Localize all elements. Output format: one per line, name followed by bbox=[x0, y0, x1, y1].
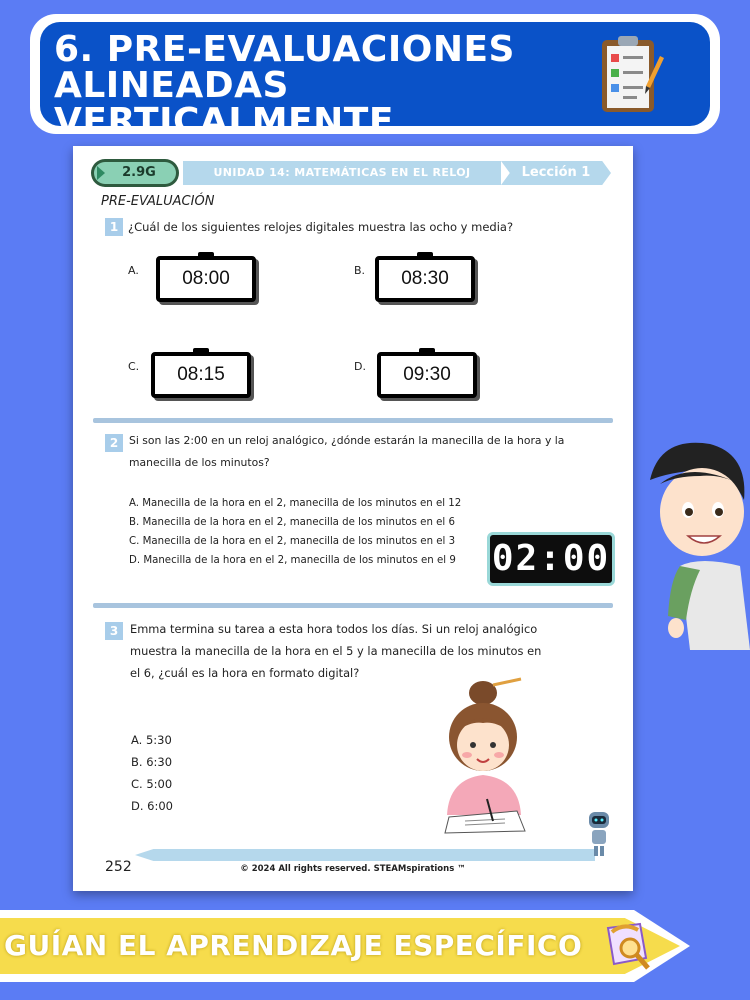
clipboard-checklist-icon bbox=[600, 34, 664, 116]
question-2-number: 2 bbox=[105, 434, 123, 452]
unit-title: UNIDAD 14: MATEMÁTICAS EN EL RELOJ bbox=[213, 166, 471, 179]
badge-arrow-icon bbox=[97, 166, 105, 180]
robot-icon bbox=[584, 808, 614, 858]
q3-option-c[interactable]: C. 5:00 bbox=[131, 777, 173, 791]
question-2-text-line-2: manecilla de los minutos? bbox=[129, 456, 270, 469]
lesson-label: Lección 1 bbox=[521, 165, 591, 180]
q2-option-c[interactable]: C. Manecilla de la hora en el 2, manecilla de los minutos en el 3 bbox=[129, 536, 456, 547]
q3-option-d[interactable]: D. 6:00 bbox=[131, 799, 173, 813]
q2-option-b[interactable]: B. Manecilla de la hora en el 2, manecilla de los minutos en el 6 bbox=[129, 517, 455, 528]
girl-writing-illustration bbox=[435, 675, 535, 835]
q1-option-a-letter: A. bbox=[128, 264, 139, 277]
title-line-1: 6. PRE-EVALUACIONES bbox=[54, 29, 515, 70]
section-divider bbox=[93, 603, 613, 608]
clock-time: 08:30 bbox=[401, 268, 449, 289]
footer-slogan: GUÍAN EL APRENDIZAJE ESPECÍFICO bbox=[4, 929, 583, 962]
question-1-number: 1 bbox=[105, 218, 123, 236]
q1-option-a-clock[interactable] bbox=[156, 256, 256, 302]
standard-badge bbox=[91, 159, 179, 187]
trophy-search-icon bbox=[600, 918, 654, 974]
q1-option-b-clock[interactable] bbox=[375, 256, 475, 302]
page-title bbox=[54, 29, 594, 142]
title-line-2: ALINEADAS VERTICALMENTE bbox=[54, 65, 394, 142]
q2-option-a[interactable]: A. Manecilla de la hora en el 2, manecilla de los minutos en el 12 bbox=[129, 498, 462, 509]
section-title: PRE-EVALUACIÓN bbox=[101, 194, 215, 209]
question-3-text-line-3: el 6, ¿cuál es la hora en formato digital? bbox=[130, 666, 360, 680]
standard-badge-label: 2.9G bbox=[94, 162, 176, 184]
question-2-text-line-1: Si son las 2:00 en un reloj analógico, ¿dónde estarán la manecilla de la hora y la bbox=[129, 434, 565, 447]
digital-clock-display bbox=[487, 532, 615, 586]
copyright-notice: © 2024 All rights reserved. STEAMspirations ™ bbox=[240, 864, 466, 874]
q1-option-d-clock[interactable] bbox=[377, 352, 477, 398]
question-3-text-line-1: Emma termina su tarea a esta hora todos los días. Si un reloj analógico bbox=[130, 622, 538, 636]
clock-time: 08:00 bbox=[182, 268, 230, 289]
clock-time: 08:15 bbox=[177, 364, 225, 385]
question-1-text: ¿Cuál de los siguientes relojes digitales muestra las ocho y media? bbox=[128, 220, 514, 234]
digital-clock-time: 02:00 bbox=[491, 538, 611, 579]
worksheet-page bbox=[73, 146, 633, 891]
page-number: 252 bbox=[105, 859, 132, 875]
q1-option-d-letter: D. bbox=[354, 360, 366, 373]
unit-strip bbox=[183, 161, 501, 185]
q1-option-c-clock[interactable] bbox=[151, 352, 251, 398]
q3-option-a[interactable]: A. 5:30 bbox=[131, 733, 172, 747]
q1-option-b-letter: B. bbox=[354, 264, 366, 277]
section-divider bbox=[93, 418, 613, 423]
q1-option-c-letter: C. bbox=[128, 360, 140, 373]
unit-header-bar bbox=[91, 159, 611, 187]
q2-option-d[interactable]: D. Manecilla de la hora en el 2, manecilla de los minutos en el 9 bbox=[129, 555, 456, 566]
boy-illustration bbox=[640, 440, 750, 650]
footer-strip bbox=[135, 849, 595, 861]
question-3-text-line-2: muestra la manecilla de la hora en el 5 y la manecilla de los minutos en bbox=[130, 644, 542, 658]
question-3-number: 3 bbox=[105, 622, 123, 640]
clock-time: 09:30 bbox=[403, 364, 451, 385]
q3-option-b[interactable]: B. 6:30 bbox=[131, 755, 173, 769]
